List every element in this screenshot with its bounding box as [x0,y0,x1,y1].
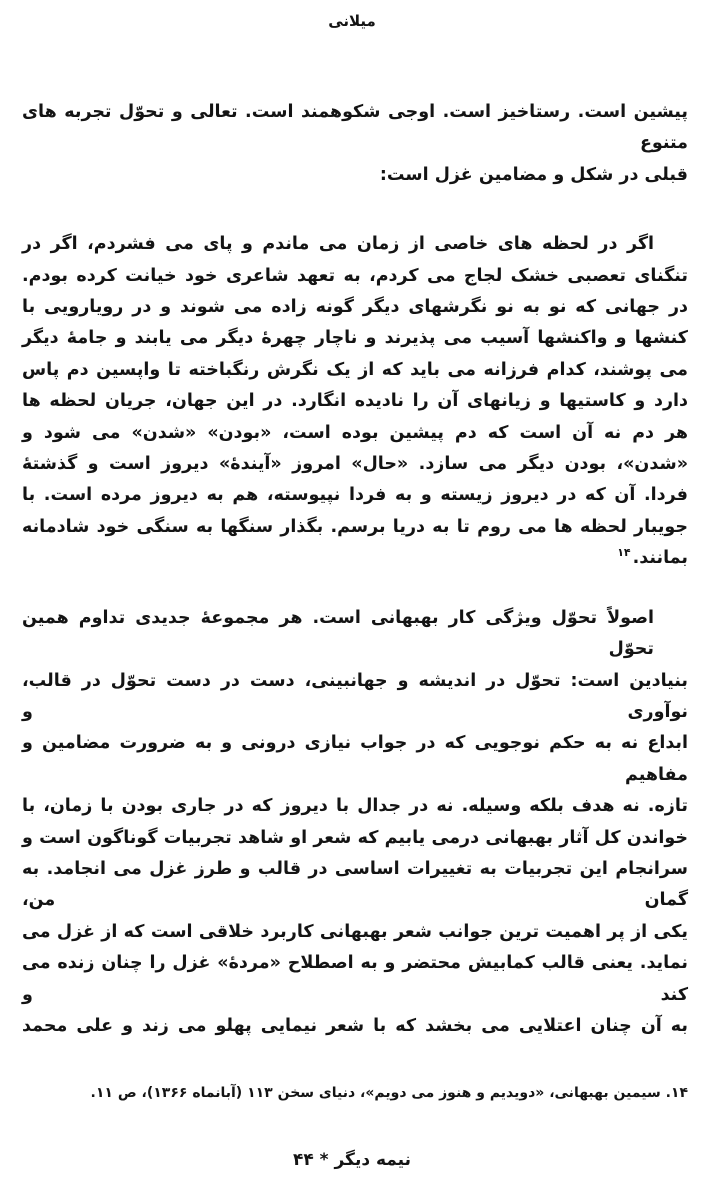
text-line: اگر در لحظه های خاصی از زمان می ماندم و پای می فشردم، اگر در [22,234,654,255]
quote-last-words: بمانند. [632,548,688,569]
footnote-ref-marker: ۱۴ [617,546,631,560]
page-number-footer: نیمه دیگر * ۴۴ [292,1150,411,1170]
text-line: بنیادین است: تحوّل در اندیشه و جهانبینی، دست در دست تحوّل در قالب، نوآوری و [22,670,688,722]
text-line: به آن چنان اعتلایی می بخشد که با شعر نیمایی پهلو می زند و علی محمد [22,1015,688,1036]
text-line: ابداع نه به حکم نوجویی که در جواب نیازی درونی و به ضرورت مضامین و مفاهیم [22,733,688,785]
text-line: هر دم نه آن است که دم پیشین بوده است، «بودن» «شدن» می شود و [22,422,688,443]
page-body [22,97,688,1042]
text-line: یکی از پر اهمیت ترین جوانب شعر بهبهانی کاربرد خلاقی است که از غزل می [22,921,688,942]
commentary-paragraph [22,603,688,1043]
text-line: نماید. یعنی قالب کمابیش محتضر و به اصطلاح «مردهٔ» غزل را چنان زنده می کند و [22,953,688,1005]
quote-paragraph [22,229,688,574]
intro-paragraph [22,97,688,191]
text-line: قبلی در شکل و مضامین غزل است: [379,164,688,185]
text-line: در جهانی که نو به نو نگرشهای دیگر گونه زاده می شوند و در رویارویی با [22,297,688,318]
running-head: میلانی [328,12,376,30]
footnote-citation: ۱۴. سیمین بهبهانی، «دویدیم و هنوز می دویم»، دنیای سخن ۱۱۳ (آبانماه ۱۳۶۶)، ص ۱۱. [90,1085,688,1101]
text-line: دارد و کاستیها و زیانهای آن را نادیده انگارد. در این جهان، جریان لحظه ها [22,391,688,412]
text-line: می پوشند، کدام فرزانه می باید که از یک نگرش رنگباخته تا واپسین دم پاس [22,359,688,380]
text-line: پیشین است. رستاخیز است. اوجی شکوهمند است. تعالی و تحوّل تجربه های متنوع [22,102,688,154]
text-line: تنگنای تعصبی خشک لجاج می کردم، به تعهد شاعری خود خیانت کرده بودم. [22,265,688,286]
text-line: «شدن»، بودن دیگر می سازد. «حال» امروز «آیندهٔ» دیروز است و گذشتهٔ [22,454,688,475]
text-line: تازه. نه هدف بلکه وسیله. نه در جدال با دیروز که در جاری بودن با زمان، با [22,796,688,817]
text-line: سرانجام این تجربیات به تغییرات اساسی در قالب و طرز غزل می انجامد. به گمان من، [22,858,688,911]
text-line: کنشها و واکنشها آسیب می پذیرند و ناچار چهرهٔ دیگر می یابند و جامهٔ دیگر [22,328,688,349]
text-line: فردا. آن که در دیروز زیسته و به فردا نپیوسته، هم به دیروز مرده است. با [22,485,688,506]
text-line: اصولاً تحوّل ویژگی کار بهبهانی است. هر مجموعهٔ جدیدی تداوم همین تحوّل [22,607,654,660]
text-line: خواندن کل آثار بهبهانی درمی یابیم که شعر او شاهد تجربیات گوناگون است و [22,827,688,848]
text-line [22,543,688,574]
text-line: جویبار لحظه ها می روم تا به دریا برسم. بگذار سنگها به سنگی خود شادمانه [22,516,688,537]
